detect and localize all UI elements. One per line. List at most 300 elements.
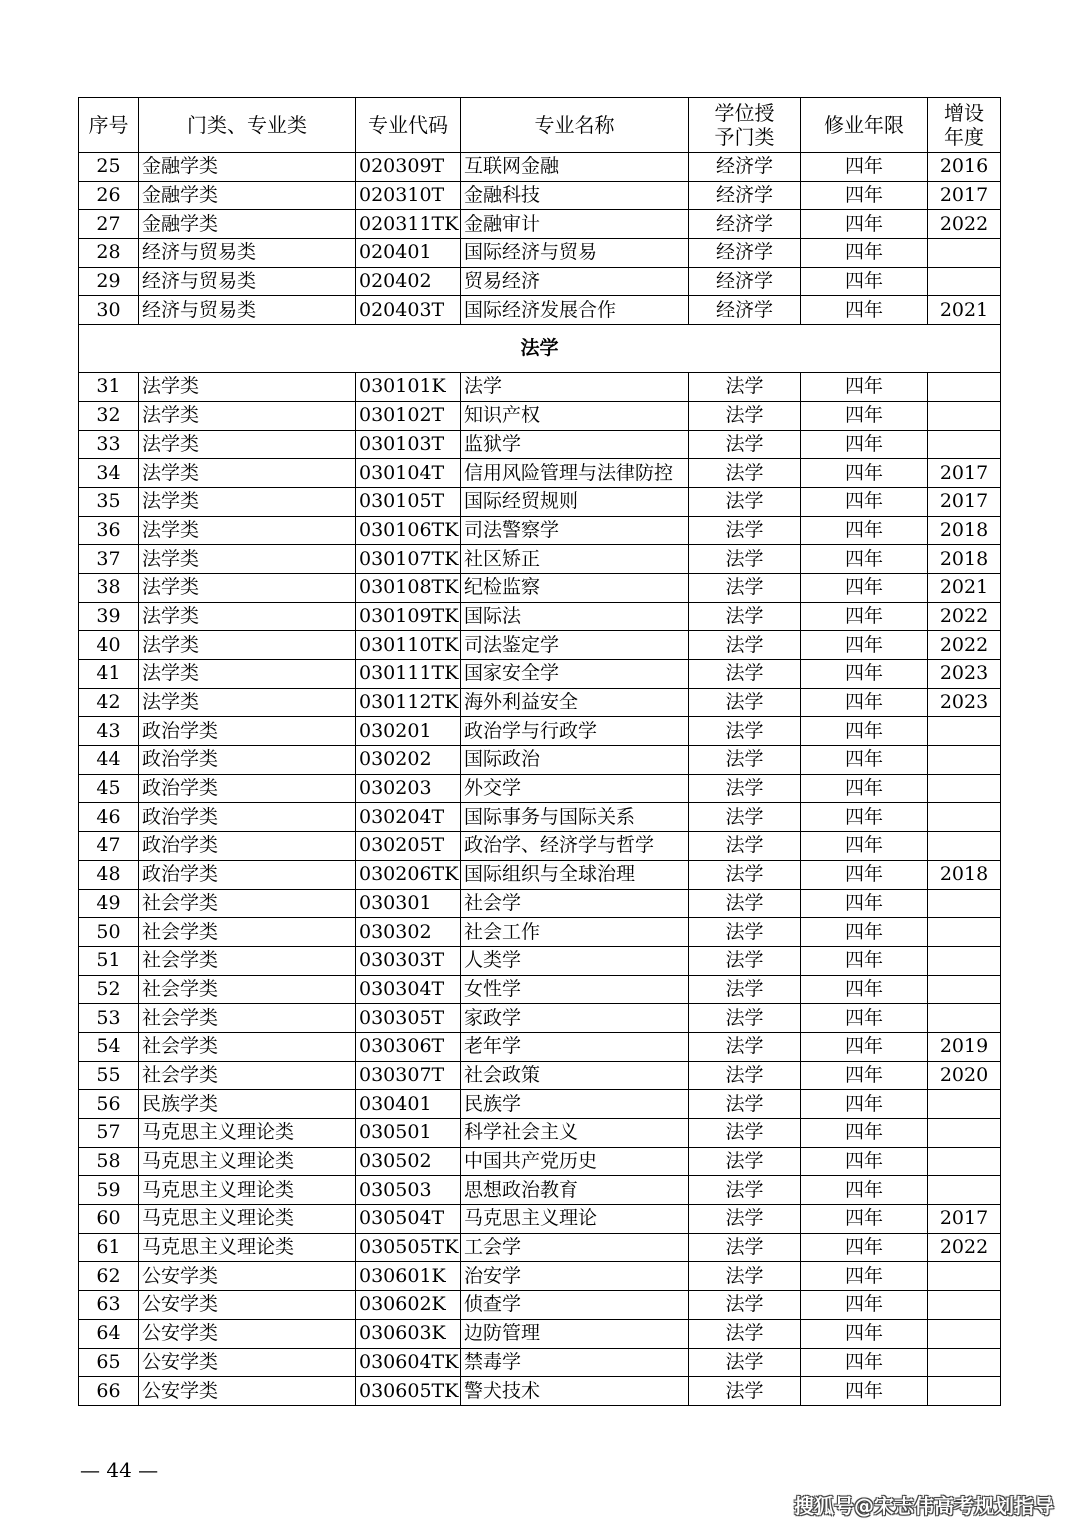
cell-category: 马克思主义理论类 (139, 1176, 356, 1205)
cell-seq: 42 (79, 688, 139, 717)
cell-seq: 64 (79, 1319, 139, 1348)
cell-seq: 49 (79, 889, 139, 918)
cell-years: 四年 (801, 1147, 928, 1176)
cell-degree: 法学 (689, 688, 801, 717)
cell-degree: 法学 (689, 1291, 801, 1320)
cell-category: 法学类 (139, 573, 356, 602)
cell-years: 四年 (801, 918, 928, 947)
cell-degree: 法学 (689, 975, 801, 1004)
cell-years: 四年 (801, 545, 928, 574)
cell-added (928, 918, 1001, 947)
section-body (79, 325, 1001, 373)
table-row (79, 1147, 1001, 1176)
cell-name: 外交学 (461, 774, 689, 803)
cell-name: 监狱学 (461, 430, 689, 459)
cell-category: 公安学类 (139, 1262, 356, 1291)
cell-category: 金融学类 (139, 153, 356, 182)
cell-years: 四年 (801, 946, 928, 975)
cell-name: 国际事务与国际关系 (461, 803, 689, 832)
table-row (79, 545, 1001, 574)
cell-added: 2017 (928, 459, 1001, 488)
cell-added (928, 975, 1001, 1004)
cell-seq: 50 (79, 918, 139, 947)
cell-seq: 41 (79, 660, 139, 689)
cell-name: 家政学 (461, 1004, 689, 1033)
cell-degree: 经济学 (689, 210, 801, 239)
cell-category: 政治学类 (139, 774, 356, 803)
cell-degree: 法学 (689, 631, 801, 660)
cell-code: 030105T (356, 487, 461, 516)
table-row (79, 1233, 1001, 1262)
table-row (79, 181, 1001, 210)
cell-category: 法学类 (139, 602, 356, 631)
cell-seq: 65 (79, 1348, 139, 1377)
cell-seq: 33 (79, 430, 139, 459)
cell-category: 法学类 (139, 487, 356, 516)
cell-code: 030505TK (356, 1233, 461, 1262)
cell-degree: 法学 (689, 1004, 801, 1033)
cell-degree: 法学 (689, 717, 801, 746)
cell-name: 人类学 (461, 946, 689, 975)
cell-seq: 34 (79, 459, 139, 488)
cell-name: 法学 (461, 373, 689, 402)
cell-added (928, 1348, 1001, 1377)
cell-name: 中国共产党历史 (461, 1147, 689, 1176)
table-row (79, 373, 1001, 402)
cell-code: 030305T (356, 1004, 461, 1033)
cell-name: 国际组织与全球治理 (461, 860, 689, 889)
cell-degree: 法学 (689, 459, 801, 488)
cell-degree: 法学 (689, 373, 801, 402)
cell-added (928, 267, 1001, 296)
table-row (79, 153, 1001, 182)
table-row (79, 1377, 1001, 1406)
watermark: 搜狐号@宋志伟高考规划指导 (794, 1494, 1054, 1518)
cell-category: 马克思主义理论类 (139, 1147, 356, 1176)
cell-seq: 63 (79, 1291, 139, 1320)
cell-years: 四年 (801, 832, 928, 861)
table-row (79, 1061, 1001, 1090)
cell-category: 金融学类 (139, 210, 356, 239)
cell-seq: 39 (79, 602, 139, 631)
cell-years: 四年 (801, 688, 928, 717)
cell-added (928, 774, 1001, 803)
cell-added: 2017 (928, 1205, 1001, 1234)
cell-code: 030107TK (356, 545, 461, 574)
cell-name: 边防管理 (461, 1319, 689, 1348)
cell-seq: 62 (79, 1262, 139, 1291)
table-row (79, 774, 1001, 803)
cell-degree: 经济学 (689, 153, 801, 182)
cell-added: 2018 (928, 516, 1001, 545)
cell-category: 法学类 (139, 373, 356, 402)
cell-degree: 法学 (689, 1377, 801, 1406)
cell-years: 四年 (801, 1032, 928, 1061)
cell-code: 030103T (356, 430, 461, 459)
cell-code: 030604TK (356, 1348, 461, 1377)
cell-years: 四年 (801, 401, 928, 430)
cell-code: 030501 (356, 1119, 461, 1148)
cell-degree: 法学 (689, 889, 801, 918)
cell-category: 马克思主义理论类 (139, 1233, 356, 1262)
cell-code: 030112TK (356, 688, 461, 717)
cell-degree: 法学 (689, 1119, 801, 1148)
cell-years: 四年 (801, 1119, 928, 1148)
cell-name: 社会工作 (461, 918, 689, 947)
cell-added (928, 373, 1001, 402)
cell-category: 马克思主义理论类 (139, 1119, 356, 1148)
cell-added (928, 1377, 1001, 1406)
cell-seq: 45 (79, 774, 139, 803)
cell-seq: 28 (79, 239, 139, 268)
cell-degree: 法学 (689, 946, 801, 975)
table-row (79, 1004, 1001, 1033)
cell-code: 030401 (356, 1090, 461, 1119)
cell-code: 020311TK (356, 210, 461, 239)
cell-years: 四年 (801, 373, 928, 402)
cell-years: 四年 (801, 1291, 928, 1320)
cell-name: 警犬技术 (461, 1377, 689, 1406)
header-category: 门类、专业类 (139, 98, 356, 153)
cell-name: 司法警察学 (461, 516, 689, 545)
cell-degree: 法学 (689, 573, 801, 602)
cell-degree: 法学 (689, 1147, 801, 1176)
cell-added (928, 1262, 1001, 1291)
table-row (79, 1291, 1001, 1320)
header-name: 专业名称 (461, 98, 689, 153)
cell-seq: 59 (79, 1176, 139, 1205)
cell-years: 四年 (801, 1262, 928, 1291)
cell-added: 2022 (928, 631, 1001, 660)
cell-seq: 29 (79, 267, 139, 296)
cell-category: 经济与贸易类 (139, 296, 356, 325)
cell-code: 030302 (356, 918, 461, 947)
cell-degree: 法学 (689, 774, 801, 803)
cell-seq: 47 (79, 832, 139, 861)
cell-category: 政治学类 (139, 803, 356, 832)
cell-code: 030104T (356, 459, 461, 488)
cell-years: 四年 (801, 746, 928, 775)
cell-added (928, 889, 1001, 918)
table-row (79, 631, 1001, 660)
cell-name: 纪检监察 (461, 573, 689, 602)
table-row (79, 688, 1001, 717)
cell-category: 法学类 (139, 401, 356, 430)
cell-category: 法学类 (139, 660, 356, 689)
cell-seq: 58 (79, 1147, 139, 1176)
cell-category: 社会学类 (139, 946, 356, 975)
cell-code: 030601K (356, 1262, 461, 1291)
cell-category: 法学类 (139, 459, 356, 488)
majors-table (78, 97, 1001, 1406)
cell-years: 四年 (801, 1061, 928, 1090)
cell-degree: 法学 (689, 430, 801, 459)
cell-code: 030304T (356, 975, 461, 1004)
cell-name: 国际法 (461, 602, 689, 631)
cell-degree: 法学 (689, 602, 801, 631)
cell-degree: 法学 (689, 1348, 801, 1377)
cell-code: 030109TK (356, 602, 461, 631)
cell-degree: 法学 (689, 1032, 801, 1061)
cell-name: 社区矫正 (461, 545, 689, 574)
table-row (79, 832, 1001, 861)
table-row (79, 296, 1001, 325)
cell-name: 互联网金融 (461, 153, 689, 182)
cell-added: 2018 (928, 860, 1001, 889)
table-row (79, 573, 1001, 602)
cell-category: 法学类 (139, 688, 356, 717)
cell-seq: 32 (79, 401, 139, 430)
cell-seq: 35 (79, 487, 139, 516)
cell-category: 民族学类 (139, 1090, 356, 1119)
section-title: 法学 (79, 325, 1001, 373)
header-years: 修业年限 (801, 98, 928, 153)
cell-category: 经济与贸易类 (139, 267, 356, 296)
cell-code: 020309T (356, 153, 461, 182)
cell-seq: 51 (79, 946, 139, 975)
cell-degree: 法学 (689, 1090, 801, 1119)
cell-years: 四年 (801, 573, 928, 602)
cell-years: 四年 (801, 660, 928, 689)
cell-category: 法学类 (139, 516, 356, 545)
cell-years: 四年 (801, 430, 928, 459)
cell-added: 2018 (928, 545, 1001, 574)
cell-added (928, 746, 1001, 775)
table-row (79, 267, 1001, 296)
cell-code: 030102T (356, 401, 461, 430)
cell-seq: 48 (79, 860, 139, 889)
cell-code: 030307T (356, 1061, 461, 1090)
cell-seq: 31 (79, 373, 139, 402)
cell-name: 社会学 (461, 889, 689, 918)
table-row (79, 1348, 1001, 1377)
cell-degree: 法学 (689, 660, 801, 689)
cell-code: 030204T (356, 803, 461, 832)
header-code: 专业代码 (356, 98, 461, 153)
cell-added: 2023 (928, 660, 1001, 689)
cell-name: 知识产权 (461, 401, 689, 430)
cell-category: 社会学类 (139, 975, 356, 1004)
cell-degree: 法学 (689, 1233, 801, 1262)
cell-years: 四年 (801, 1319, 928, 1348)
cell-name: 科学社会主义 (461, 1119, 689, 1148)
table-row (79, 430, 1001, 459)
cell-seq: 25 (79, 153, 139, 182)
cell-years: 四年 (801, 1205, 928, 1234)
cell-name: 社会政策 (461, 1061, 689, 1090)
cell-years: 四年 (801, 1176, 928, 1205)
cell-name: 禁毒学 (461, 1348, 689, 1377)
cell-seq: 36 (79, 516, 139, 545)
table-body-bottom (79, 373, 1001, 1406)
cell-added (928, 239, 1001, 268)
cell-added (928, 717, 1001, 746)
cell-seq: 56 (79, 1090, 139, 1119)
table-row (79, 401, 1001, 430)
cell-degree: 法学 (689, 860, 801, 889)
table-row (79, 918, 1001, 947)
cell-seq: 60 (79, 1205, 139, 1234)
cell-seq: 66 (79, 1377, 139, 1406)
cell-category: 公安学类 (139, 1291, 356, 1320)
cell-code: 020402 (356, 267, 461, 296)
cell-added: 2017 (928, 487, 1001, 516)
cell-degree: 法学 (689, 746, 801, 775)
cell-degree: 经济学 (689, 267, 801, 296)
cell-name: 老年学 (461, 1032, 689, 1061)
cell-name: 贸易经济 (461, 267, 689, 296)
table-row (79, 717, 1001, 746)
cell-added (928, 1291, 1001, 1320)
table-row (79, 1319, 1001, 1348)
table-row (79, 860, 1001, 889)
cell-seq: 46 (79, 803, 139, 832)
cell-years: 四年 (801, 296, 928, 325)
cell-code: 030101K (356, 373, 461, 402)
cell-degree: 法学 (689, 1176, 801, 1205)
cell-added: 2019 (928, 1032, 1001, 1061)
cell-years: 四年 (801, 516, 928, 545)
cell-years: 四年 (801, 210, 928, 239)
cell-category: 法学类 (139, 430, 356, 459)
cell-category: 经济与贸易类 (139, 239, 356, 268)
cell-category: 公安学类 (139, 1348, 356, 1377)
cell-degree: 法学 (689, 1319, 801, 1348)
cell-name: 思想政治教育 (461, 1176, 689, 1205)
header-seq: 序号 (79, 98, 139, 153)
table-row (79, 210, 1001, 239)
cell-code: 030202 (356, 746, 461, 775)
cell-seq: 61 (79, 1233, 139, 1262)
cell-name: 信用风险管理与法律防控 (461, 459, 689, 488)
cell-name: 金融科技 (461, 181, 689, 210)
cell-added: 2023 (928, 688, 1001, 717)
header-degree: 学位授予门类 (689, 98, 801, 153)
table-row (79, 1262, 1001, 1291)
cell-category: 公安学类 (139, 1319, 356, 1348)
cell-degree: 法学 (689, 1262, 801, 1291)
cell-name: 民族学 (461, 1090, 689, 1119)
cell-added (928, 1119, 1001, 1148)
cell-degree: 法学 (689, 803, 801, 832)
cell-years: 四年 (801, 1377, 928, 1406)
cell-years: 四年 (801, 1090, 928, 1119)
cell-name: 司法鉴定学 (461, 631, 689, 660)
cell-category: 社会学类 (139, 1004, 356, 1033)
cell-category: 政治学类 (139, 717, 356, 746)
cell-code: 030205T (356, 832, 461, 861)
cell-category: 社会学类 (139, 1032, 356, 1061)
cell-years: 四年 (801, 181, 928, 210)
cell-years: 四年 (801, 1348, 928, 1377)
cell-code: 030502 (356, 1147, 461, 1176)
cell-code: 030108TK (356, 573, 461, 602)
table-row (79, 1205, 1001, 1234)
cell-category: 社会学类 (139, 1061, 356, 1090)
cell-degree: 法学 (689, 487, 801, 516)
cell-code: 030111TK (356, 660, 461, 689)
cell-degree: 经济学 (689, 239, 801, 268)
table-row (79, 1032, 1001, 1061)
cell-seq: 40 (79, 631, 139, 660)
cell-category: 社会学类 (139, 889, 356, 918)
cell-added (928, 803, 1001, 832)
cell-code: 030301 (356, 889, 461, 918)
cell-years: 四年 (801, 602, 928, 631)
cell-category: 法学类 (139, 545, 356, 574)
cell-seq: 52 (79, 975, 139, 1004)
cell-code: 030206TK (356, 860, 461, 889)
cell-name: 国家安全学 (461, 660, 689, 689)
cell-code: 030110TK (356, 631, 461, 660)
cell-category: 马克思主义理论类 (139, 1205, 356, 1234)
cell-category: 政治学类 (139, 860, 356, 889)
cell-added (928, 1090, 1001, 1119)
cell-code: 030303T (356, 946, 461, 975)
table-row (79, 1119, 1001, 1148)
cell-seq: 44 (79, 746, 139, 775)
cell-name: 女性学 (461, 975, 689, 1004)
cell-added (928, 1176, 1001, 1205)
cell-degree: 经济学 (689, 296, 801, 325)
cell-name: 金融审计 (461, 210, 689, 239)
cell-added (928, 1147, 1001, 1176)
cell-code: 030306T (356, 1032, 461, 1061)
table-row (79, 975, 1001, 1004)
cell-name: 国际经贸规则 (461, 487, 689, 516)
cell-added: 2021 (928, 573, 1001, 602)
cell-added: 2022 (928, 1233, 1001, 1262)
cell-degree: 法学 (689, 545, 801, 574)
table-row (79, 946, 1001, 975)
cell-seq: 27 (79, 210, 139, 239)
cell-added (928, 1004, 1001, 1033)
cell-added (928, 430, 1001, 459)
cell-added (928, 832, 1001, 861)
cell-category: 政治学类 (139, 746, 356, 775)
cell-added: 2016 (928, 153, 1001, 182)
cell-category: 政治学类 (139, 832, 356, 861)
cell-seq: 43 (79, 717, 139, 746)
cell-name: 政治学与行政学 (461, 717, 689, 746)
table-row (79, 487, 1001, 516)
cell-code: 030503 (356, 1176, 461, 1205)
table-row (79, 239, 1001, 268)
cell-years: 四年 (801, 1004, 928, 1033)
table-row (79, 1090, 1001, 1119)
table-row (79, 516, 1001, 545)
cell-code: 030603K (356, 1319, 461, 1348)
cell-name: 海外利益安全 (461, 688, 689, 717)
cell-years: 四年 (801, 975, 928, 1004)
cell-category: 金融学类 (139, 181, 356, 210)
cell-degree: 法学 (689, 832, 801, 861)
cell-seq: 57 (79, 1119, 139, 1148)
cell-seq: 37 (79, 545, 139, 574)
cell-name: 马克思主义理论 (461, 1205, 689, 1234)
cell-name: 治安学 (461, 1262, 689, 1291)
cell-added (928, 946, 1001, 975)
cell-code: 030602K (356, 1291, 461, 1320)
cell-added: 2017 (928, 181, 1001, 210)
cell-years: 四年 (801, 860, 928, 889)
cell-seq: 55 (79, 1061, 139, 1090)
table-row (79, 602, 1001, 631)
cell-code: 020401 (356, 239, 461, 268)
cell-seq: 26 (79, 181, 139, 210)
cell-seq: 38 (79, 573, 139, 602)
table-row (79, 459, 1001, 488)
